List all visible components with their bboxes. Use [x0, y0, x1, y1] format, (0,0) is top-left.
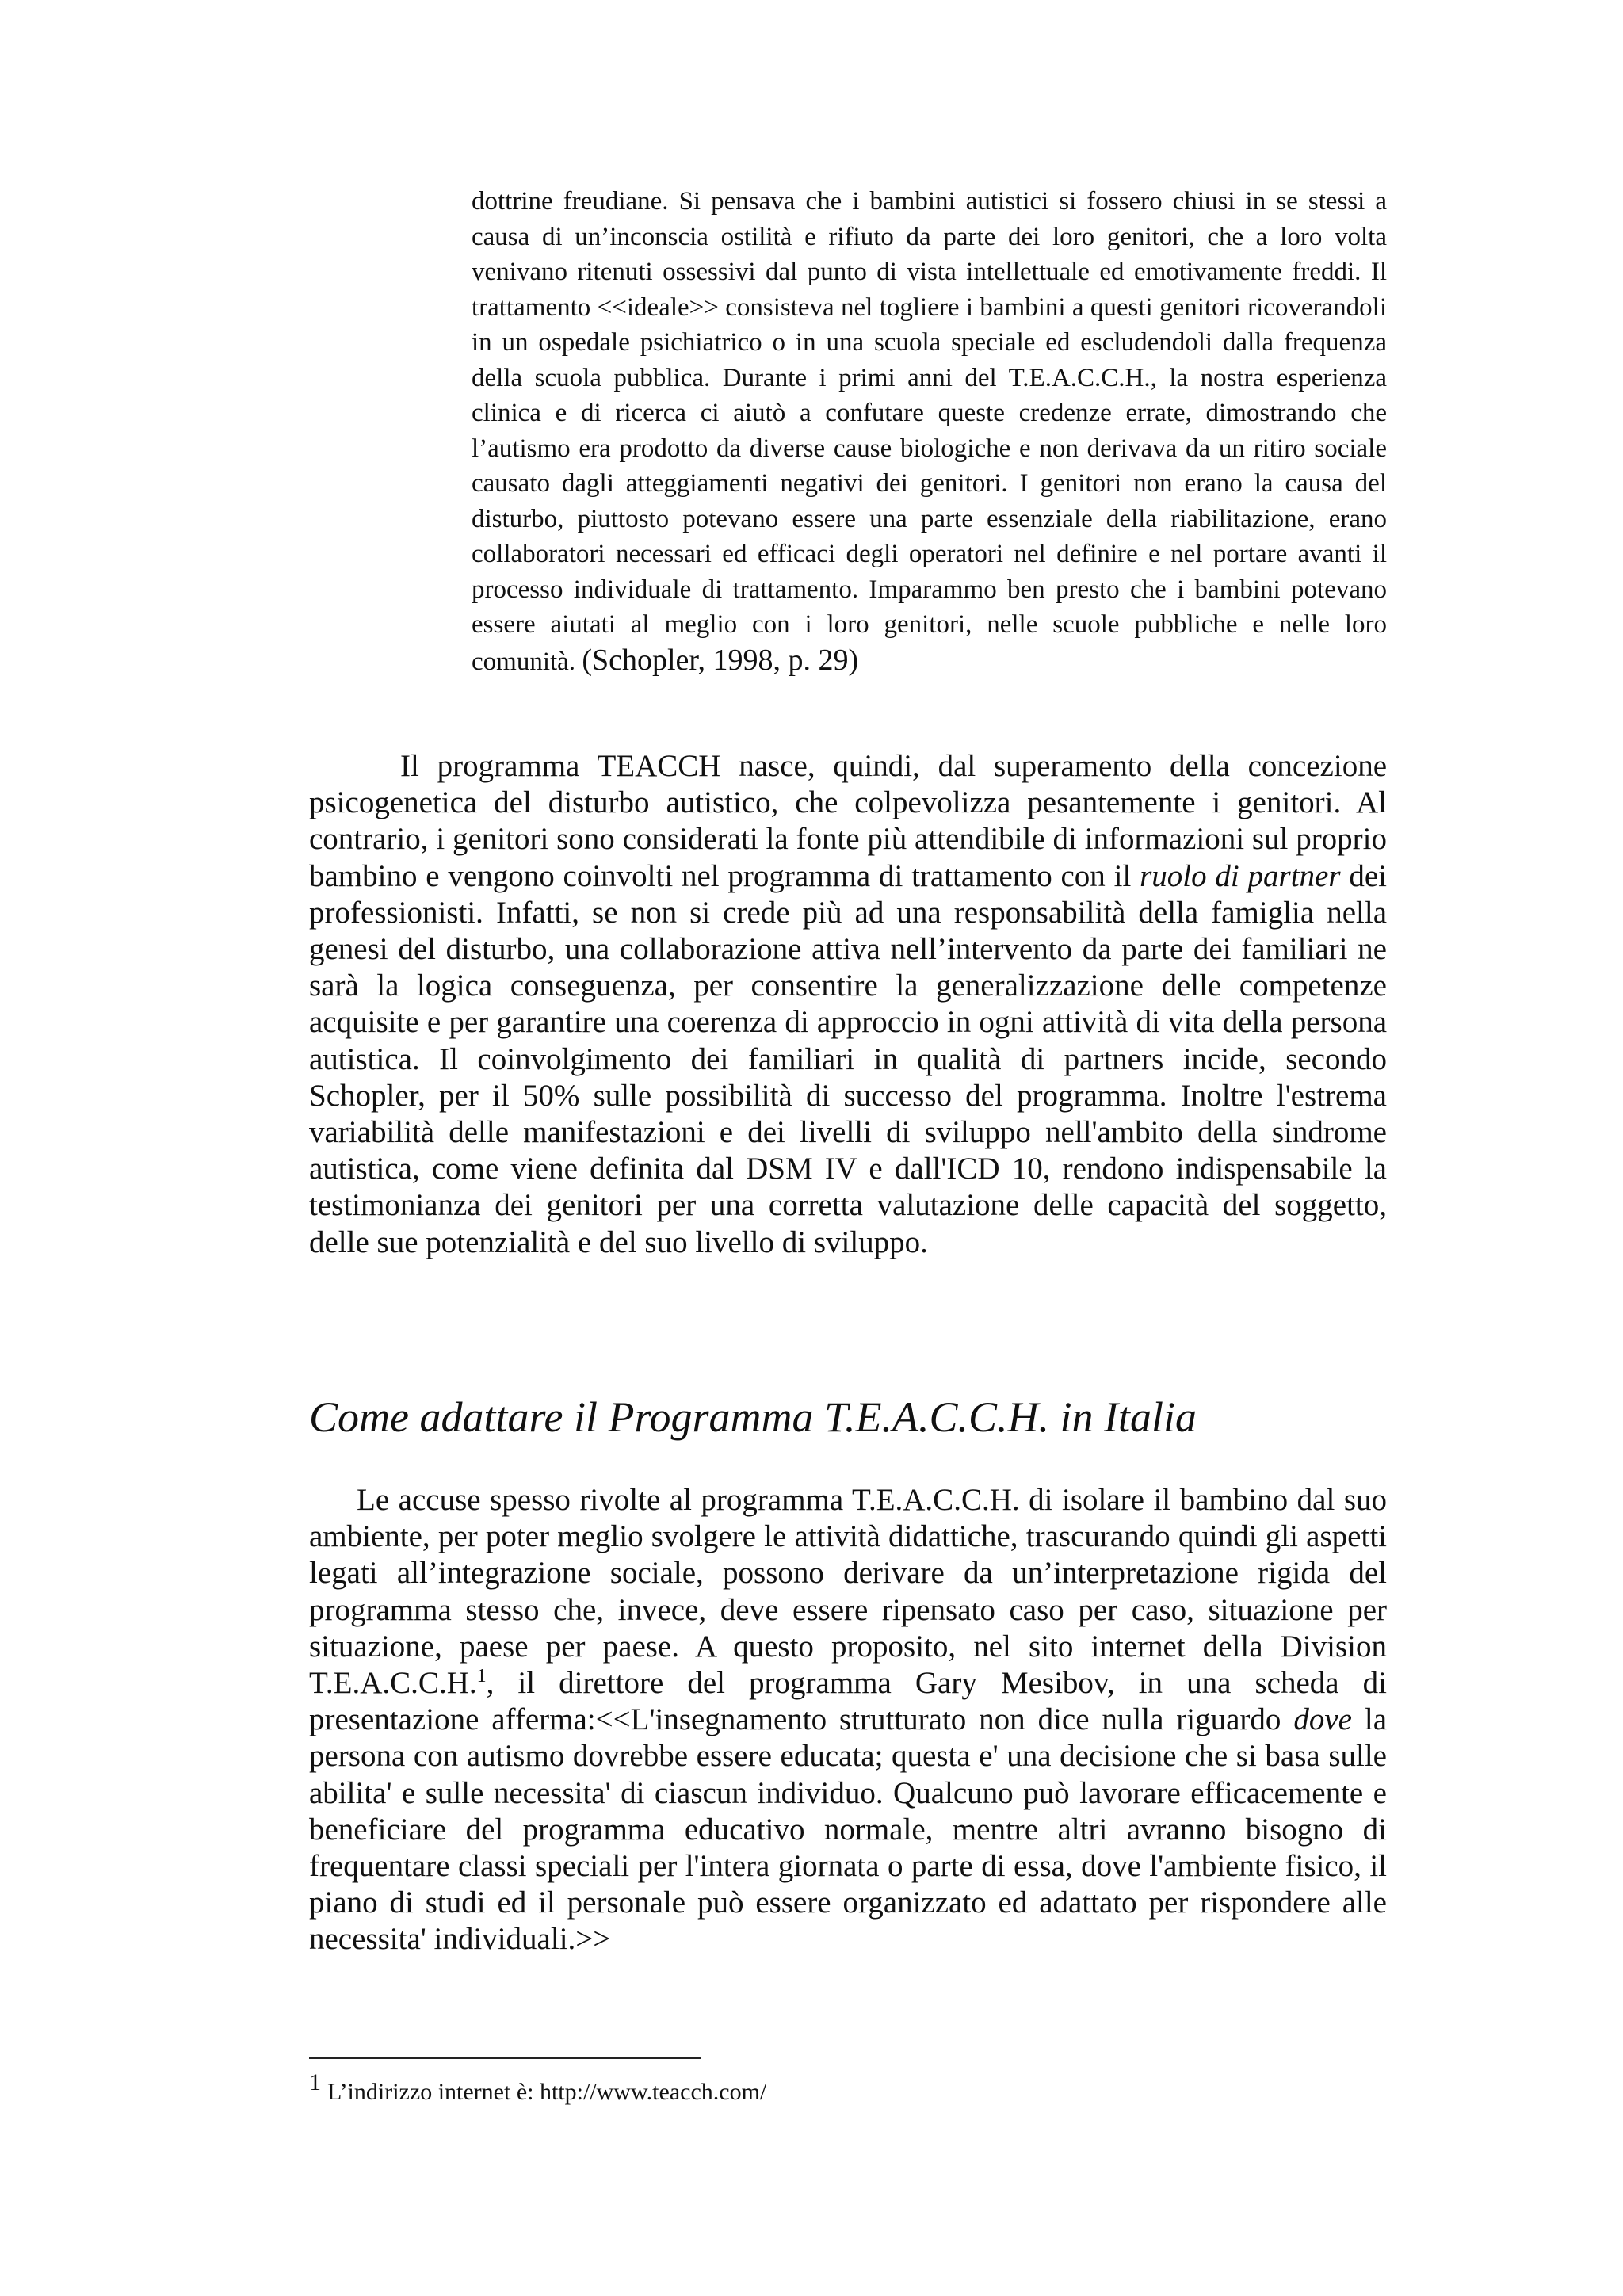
quote-text: dottrine freudiane. Si pensava che i bambini autistici si fossero chiusi in se stessi a causa di un’inconscia ostilità e rifiuto da parte dei loro genitori, che a loro volta venivano ritenuti ossessivi dal punto di vista intellettuale ed emotivamente freddi. Il trattamento <<ideale>> consisteva nel togliere i bambini a questi genitori ricoverandoli in un ospedale psichiatrico o in una scuola speciale ed escludendoli dalla frequenza della scuola pubblica. Durante i primi anni del T.E.A.C.C.H., la nostra esperienza clinica e di ricerca ci aiutò a confutare queste credenze errate, dimostrando che l’autismo era prodotto da diverse cause biologiche e non derivava da un ritiro sociale causato dagli atteggiamenti negativi dei genitori. I genitori non erano la causa del disturbo, piuttosto potevano essere una parte essenziale della riabilitazione, erano collaboratori necessari ed efficaci degli operatori nel definire e nel portare avanti il processo individuale di trattamento. Imparammo ben presto che i bambini potevano essere aiutati al meglio con i loro genitori, nelle scuole pubbliche e nelle loro comunità.	[472, 187, 1387, 676]
footnote-number: 1	[309, 2069, 321, 2095]
footnote-reference[interactable]: 1	[476, 1666, 487, 1687]
section-heading: Come adattare il Programma T.E.A.C.C.H. in Italia	[309, 1393, 1197, 1441]
paragraph2-text-b: , il direttore del programma Gary Mesibov, in una scheda di presentazione afferma:<<L'insegnamento strutturato non dice nulla riguardo	[309, 1666, 1387, 1737]
paragraph1-text-b: dei professionisti. Infatti, se non si crede più ad una responsabilità della famiglia nella genesi del disturbo, una collaborazione attiva nell’intervento da parte dei familiari ne sarà la logica conseguenza, per consentire la generalizzazione delle competenze acquisite e per garantire una coerenza di approccio in ogni attività di vita della persona autistica. Il coinvolgimento dei familiari in qualità di partners incide, secondo Schopler, per il 50% sulle possibilità di successo del programma. Inoltre l'estrema variabilità delle manifestazioni e dei livelli di sviluppo nell'ambito della sindrome autistica, come viene definita dal DSM IV e dall'ICD 10, rendono indispensabile la testimonianza dei genitori per una corretta valutazione delle capacità del soggetto, delle sue potenzialità e del suo livello di sviluppo.	[309, 858, 1388, 1259]
block-quote	[472, 184, 1387, 679]
footnote	[309, 2067, 1387, 2108]
footnote-separator	[309, 2057, 701, 2059]
footnote-text: L’indirizzo internet è: http://www.teacch.com/	[327, 2079, 767, 2105]
paragraph2-text-a: Le accuse spesso rivolte al programma T.E.A.C.C.H. di isolare il bambino dal suo ambiente, per poter meglio svolgere le attività didattiche, trascurando quindi gli aspetti legati all’integrazione sociale, possono derivare da un’interpretazione rigida del programma stesso che, invece, deve essere ripensato caso per caso, situazione per situazione, paese per paese. A questo proposito, nel sito internet della Division T.E.A.C.C.H.	[309, 1483, 1387, 1701]
paragraph-teacch-origin	[309, 748, 1387, 1261]
quote-citation: (Schopler, 1998, p. 29)	[582, 643, 859, 677]
paragraph2-text-c: la persona con autismo dovrebbe essere educata; questa e' una decisione che si basa sulle abilita' e sulle necessita' di ciascun individuo. Qualcuno può lavorare efficacemente e beneficiare del programma educativo normale, mentre altri avranno bisogno di frequentare classi speciali per l'intera giornata o parte di essa, dove l'ambiente fisico, il piano di studi ed il personale può essere organizzato ed adattato per rispondere alle necessita' individuali.>>	[309, 1702, 1388, 1957]
paragraph2-italic: dove	[1293, 1702, 1352, 1737]
paragraph1-italic: ruolo di partner	[1140, 858, 1341, 893]
paragraph-adaptation	[309, 1482, 1387, 1958]
paragraph1-text-a: Il programma TEACCH nasce, quindi, dal superamento della concezione psicogenetica del disturbo autistico, che colpevolizza pesantemente i genitori. Al contrario, i genitori sono considerati la fonte più attendibile di informazioni sul proprio bambino e vengono coinvolti nel programma di trattamento con il	[309, 749, 1387, 893]
